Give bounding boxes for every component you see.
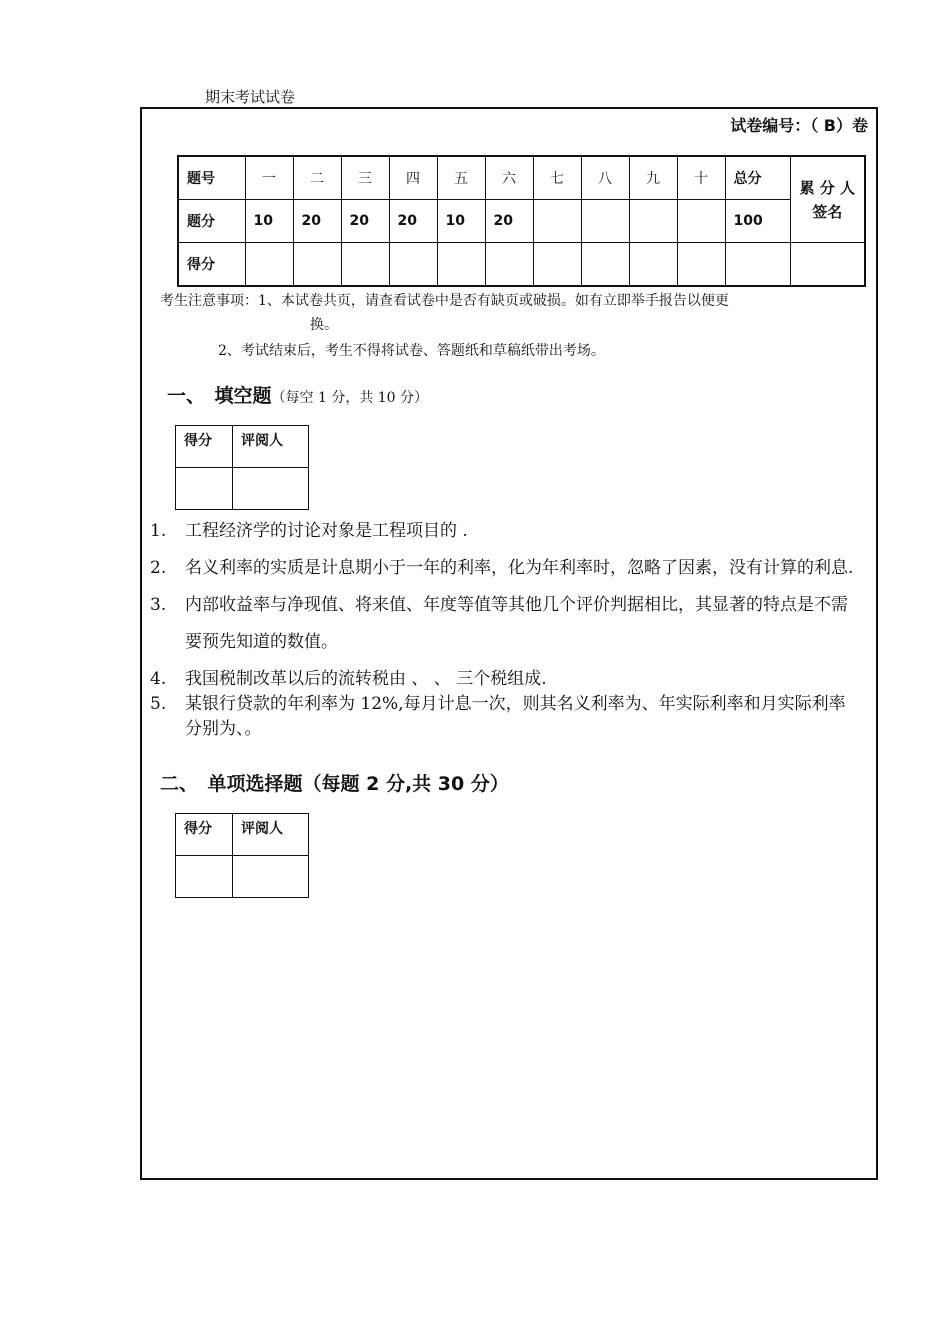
question-number-cell: 九 [629,156,677,200]
earned-cell[interactable] [677,243,725,287]
question-text: 我国税制改革以后的流转税由 、 、 三个税组成. [185,669,547,689]
section2-grader-table [175,813,309,898]
total-label: 总分 [725,156,790,200]
section1-grader-table [175,425,309,510]
grader-score-cell[interactable] [176,468,233,510]
note-line-1: 考生注意事项：1、本试卷共页，请查看试卷中是否有缺页或破损。如有立即举手报告以便更 [160,293,729,309]
earned-cell[interactable] [485,243,533,287]
row-label: 题号 [178,156,245,200]
score-table [177,155,866,287]
question-item [142,513,862,550]
question-item [142,692,862,742]
question-text: 名义利率的实质是计息期小于一年的利率，化为年利率时，忽略了因素，没有计算的利息. [185,558,854,578]
grader-reviewer-cell[interactable] [233,468,309,510]
question-number: 3. [150,595,167,615]
question-number: 1. [150,521,167,541]
question-number-cell: 十 [677,156,725,200]
exam-notes [160,289,872,363]
note-line-2: 换。 [310,317,338,333]
points-cell: 10 [245,200,293,243]
section1-questions [142,513,862,742]
question-number-cell: 二 [293,156,341,200]
question-number-cell: 三 [341,156,389,200]
points-cell [629,200,677,243]
question-number-cell: 一 [245,156,293,200]
note-line-3: 2、考试结束后，考生不得将试卷、答题纸和草稿纸带出考场。 [218,343,605,359]
score-row-earned [178,243,865,287]
points-cell [581,200,629,243]
question-number: 2. [150,558,167,578]
question-text: 工程经济学的讨论对象是工程项目的 . [185,521,468,541]
question-item [142,667,862,692]
question-number-cell: 四 [389,156,437,200]
points-cell: 20 [293,200,341,243]
score-row-points [178,200,865,243]
earned-cell[interactable] [389,243,437,287]
question-number: 4. [150,669,167,689]
earned-cell[interactable] [341,243,389,287]
question-item [142,587,862,661]
row-label: 题分 [178,200,245,243]
exam-frame [140,107,878,1180]
earned-cell[interactable] [437,243,485,287]
grader-label-reviewer: 评阅人 [233,814,309,856]
points-cell [677,200,725,243]
paper-code: 试卷编号：（ B）卷 [730,116,868,135]
section1-heading [167,381,428,408]
section1-title: 一、 填空题 [167,385,272,407]
score-row-question-number [178,156,865,200]
signature-cell[interactable] [790,243,865,287]
grader-score-cell[interactable] [176,856,233,898]
points-cell: 20 [389,200,437,243]
question-number-cell: 五 [437,156,485,200]
exam-header-title: 期末考试试卷 [205,88,296,106]
earned-cell[interactable] [245,243,293,287]
signature-label-line1: 累 分 人 [799,178,855,197]
question-number-cell: 六 [485,156,533,200]
earned-cell[interactable] [293,243,341,287]
grader-label-score: 得分 [176,814,233,856]
question-number-cell: 七 [533,156,581,200]
row-label: 得分 [178,243,245,287]
section1-points-note: （每空 1 分，共 10 分） [271,390,429,406]
earned-cell[interactable] [533,243,581,287]
question-item [142,550,862,587]
total-points-cell: 100 [725,200,790,243]
question-number: 5. [150,694,167,714]
question-number-cell: 八 [581,156,629,200]
grader-signature-label [790,156,865,243]
signature-label-line2: 签名 [812,202,843,221]
question-text: 内部收益率与净现值、将来值、年度等值等其他几个评价判据相比，其显著的特点是不需要预先知道的数值。 [185,595,848,652]
grader-label-score: 得分 [176,426,233,468]
question-text: 某银行贷款的年利率为 12%,每月计息一次，则其名义利率为、年实际利率和月实际利率分别为、。 [185,694,846,739]
points-cell: 20 [485,200,533,243]
points-cell: 20 [341,200,389,243]
section2-heading: 二、 单项选择题（每题 2 分,共 30 分） [160,773,509,795]
points-cell [533,200,581,243]
earned-total-cell[interactable] [725,243,790,287]
grader-reviewer-cell[interactable] [233,856,309,898]
points-cell: 10 [437,200,485,243]
earned-cell[interactable] [581,243,629,287]
grader-label-reviewer: 评阅人 [233,426,309,468]
earned-cell[interactable] [629,243,677,287]
